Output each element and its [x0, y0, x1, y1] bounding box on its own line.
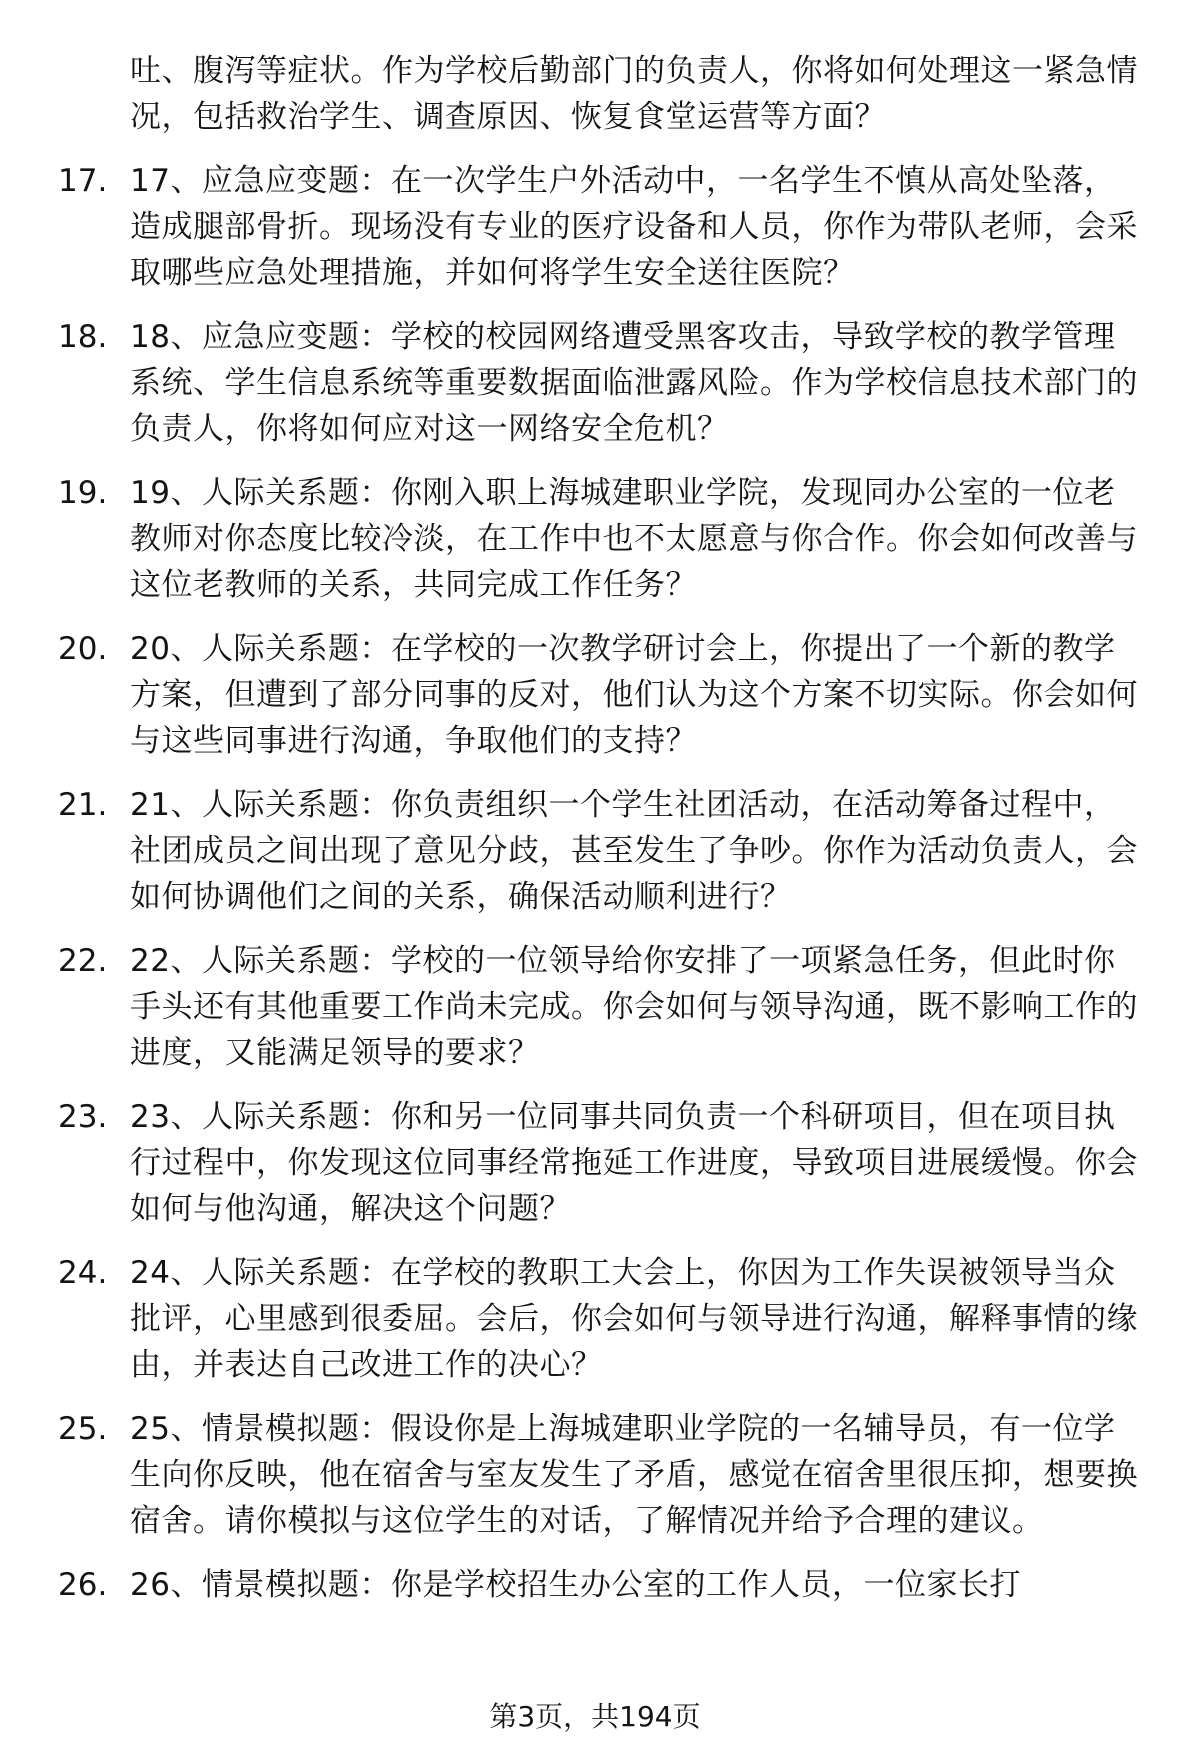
question-item-24: [58, 1250, 1158, 1388]
question-number: 20.: [58, 631, 108, 667]
question-text: 24、人际关系题：在学校的教职工大会上，你因为工作失误被领导当众批评，心里感到很委屈。会后，你会如何与领导进行沟通，解释事情的缘由，并表达自己改进工作的决心？: [130, 1255, 1138, 1383]
question-text: 25、情景模拟题：假设你是上海城建职业学院的一名辅导员，有一位学生向你反映，他在宿舍与室友发生了矛盾，感觉在宿舍里很压抑，想要换宿舍。请你模拟与这位学生的对话，了解情况并给予合理的建议。: [130, 1411, 1138, 1539]
question-number: 22.: [58, 943, 108, 979]
question-number: 19.: [58, 475, 108, 511]
question-text: 21、人际关系题：你负责组织一个学生社团活动，在活动筹备过程中，社团成员之间出现了意见分歧，甚至发生了争吵。你作为活动负责人，会如何协调他们之间的关系，确保活动顺利进行？: [130, 787, 1138, 915]
question-item-22: [58, 938, 1158, 1076]
question-number: 24.: [58, 1255, 108, 1291]
question-item-17: [58, 158, 1158, 296]
question-number: 17.: [58, 163, 108, 199]
question-text: 22、人际关系题：学校的一位领导给你安排了一项紧急任务，但此时你手头还有其他重要工作尚未完成。你会如何与领导沟通，既不影响工作的进度，又能满足领导的要求？: [130, 943, 1138, 1071]
page-content: [58, 48, 1158, 1626]
question-text: 17、应急应变题：在一次学生户外活动中，一名学生不慎从高处坠落，造成腿部骨折。现场没有专业的医疗设备和人员，你作为带队老师，会采取哪些应急处理措施，并如何将学生安全送往医院？: [130, 163, 1138, 291]
question-item-21: [58, 782, 1158, 920]
question-text: 18、应急应变题：学校的校园网络遭受黑客攻击，导致学校的教学管理系统、学生信息系统等重要数据面临泄露风险。作为学校信息技术部门的负责人，你将如何应对这一网络安全危机？: [130, 319, 1138, 447]
page-footer: [0, 1700, 1190, 1734]
question-number: 18.: [58, 319, 108, 355]
question-item-25: [58, 1406, 1158, 1544]
question-item-26: [58, 1562, 1158, 1608]
question-text: 20、人际关系题：在学校的一次教学研讨会上，你提出了一个新的教学方案，但遭到了部分同事的反对，他们认为这个方案不切实际。你会如何与这些同事进行沟通，争取他们的支持？: [130, 631, 1138, 759]
question-continuation: [58, 48, 1158, 140]
question-number: 25.: [58, 1411, 108, 1447]
question-item-20: [58, 626, 1158, 764]
question-text: 23、人际关系题：你和另一位同事共同负责一个科研项目，但在项目执行过程中，你发现这位同事经常拖延工作进度，导致项目进展缓慢。你会如何与他沟通，解决这个问题？: [130, 1099, 1138, 1227]
question-item-19: [58, 470, 1158, 608]
question-item-23: [58, 1094, 1158, 1232]
question-number: 23.: [58, 1099, 108, 1135]
page-number-label: 第3页，共194页: [489, 1700, 701, 1733]
question-text: 26、情景模拟题：你是学校招生办公室的工作人员，一位家长打: [130, 1567, 1021, 1603]
question-text: 19、人际关系题：你刚入职上海城建职业学院，发现同办公室的一位老教师对你态度比较冷淡，在工作中也不太愿意与你合作。你会如何改善与这位老教师的关系，共同完成工作任务？: [130, 475, 1138, 603]
question-number: 21.: [58, 787, 108, 823]
question-text: 吐、腹泻等症状。作为学校后勤部门的负责人，你将如何处理这一紧急情况，包括救治学生、调查原因、恢复食堂运营等方面？: [130, 53, 1138, 135]
question-item-18: [58, 314, 1158, 452]
question-number: 26.: [58, 1567, 108, 1603]
